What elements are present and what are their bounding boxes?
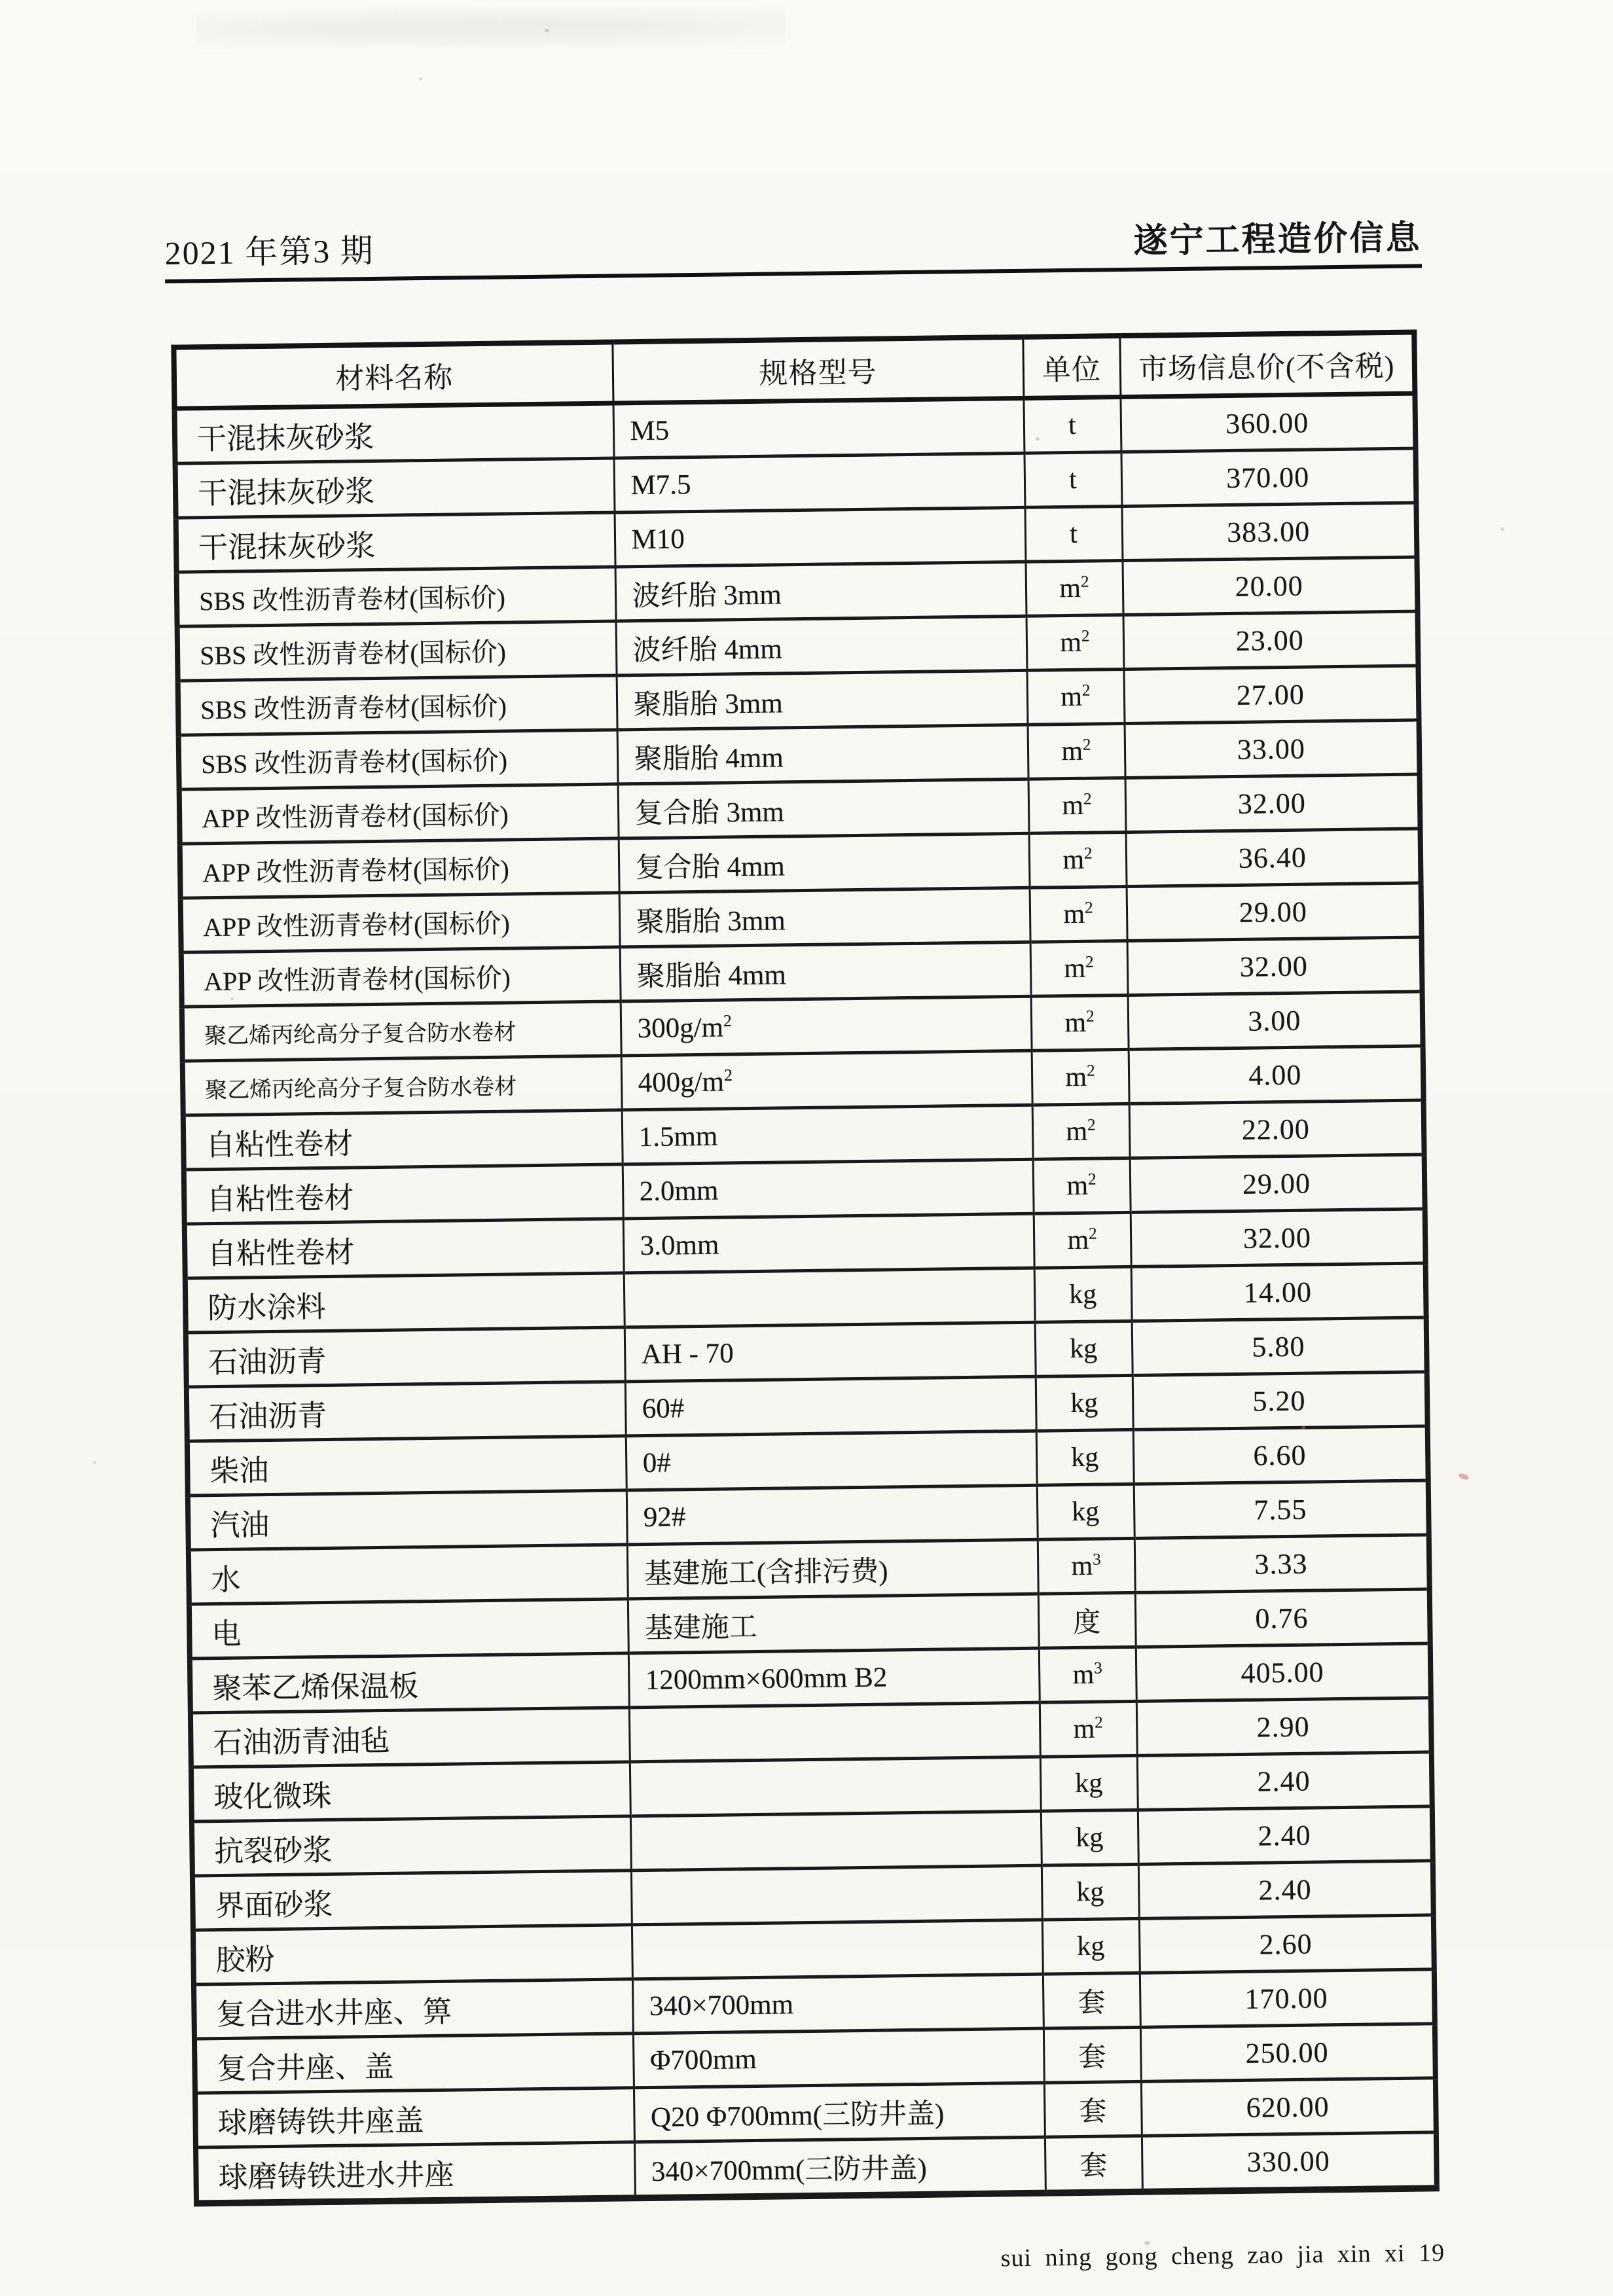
price-cell: 29.00 <box>1130 1155 1425 1212</box>
material-name-cell: 聚乙烯丙纶高分子复合防水卷材 <box>183 1056 622 1115</box>
price-cell: 22.00 <box>1129 1100 1424 1158</box>
spec-cell <box>624 1268 1035 1327</box>
material-name-cell: 石油沥青 <box>186 1327 625 1387</box>
unit-cell: kg <box>1041 1810 1138 1865</box>
material-name-cell: APP 改性沥青卷材(国标价) <box>179 784 619 844</box>
price-cell: 2.90 <box>1136 1698 1432 1755</box>
unit-cell: $m^3$ <box>1039 1647 1136 1702</box>
page-footer: sui ning gong cheng zao jia xin xi 19 <box>1000 2239 1445 2272</box>
spec-cell: 复合胎 4mm <box>619 833 1030 893</box>
price-cell: 405.00 <box>1136 1643 1431 1701</box>
scanned-page <box>164 188 1447 2282</box>
unit-cell: kg <box>1042 1864 1139 1920</box>
price-cell: 27.00 <box>1124 666 1419 723</box>
price-cell: 29.00 <box>1127 883 1422 941</box>
price-cell: 3.33 <box>1134 1535 1430 1592</box>
price-cell: 32.00 <box>1131 1209 1426 1266</box>
unit-cell: $m^2$ <box>1027 670 1125 725</box>
unit-cell: kg <box>1034 1266 1132 1322</box>
spec-cell: 0# <box>626 1431 1037 1490</box>
material-name-cell: 汽油 <box>188 1490 627 1550</box>
material-name-cell: 球磨铸铁进水井座 <box>196 2142 635 2204</box>
col-header-material-name: 材料名称 <box>173 342 613 409</box>
scan-artifact <box>1458 1473 1470 1481</box>
spec-cell <box>630 1757 1041 1816</box>
scan-artifact <box>419 77 422 81</box>
material-name-cell: 自粘性卷材 <box>184 1164 623 1224</box>
material-name-cell: 防水涂料 <box>185 1273 625 1333</box>
spec-cell: 复合胎 3mm <box>618 779 1029 838</box>
price-table-body <box>175 393 1437 2203</box>
unit-cell: $m^2$ <box>1033 1158 1131 1213</box>
unit-cell: kg <box>1040 1755 1138 1811</box>
unit-cell: 度 <box>1038 1592 1136 1648</box>
unit-cell: $m^2$ <box>1028 723 1125 779</box>
spec-cell: 聚脂胎 3mm <box>619 888 1030 947</box>
unit-cell: t <box>1024 452 1121 508</box>
price-cell: 330.00 <box>1142 2132 1437 2192</box>
material-name-cell: 干混抹灰砂浆 <box>176 512 615 572</box>
unit-cell: $m^2$ <box>1028 778 1126 833</box>
col-header-unit: 单位 <box>1023 336 1120 398</box>
col-header-price: 市场信息价(不含税) <box>1119 332 1415 397</box>
price-cell: 32.00 <box>1125 774 1421 832</box>
spec-cell <box>631 1865 1042 1925</box>
spec-cell <box>629 1702 1040 1762</box>
material-name-cell: SBS 改性沥青卷材(国标价) <box>177 567 616 626</box>
price-cell: 23.00 <box>1123 611 1419 669</box>
spec-cell <box>632 1920 1043 1979</box>
unit-cell: 套 <box>1043 1973 1140 2028</box>
issue-label: 2021 年第3 期 <box>164 232 374 272</box>
unit-cell: t <box>1023 397 1121 454</box>
material-name-cell: 自粘性卷材 <box>183 1110 623 1170</box>
unit-cell: $m^2$ <box>1040 1701 1137 1757</box>
material-name-cell: SBS 改性沥青卷材(国标价) <box>177 621 617 681</box>
price-cell: 5.80 <box>1132 1318 1427 1375</box>
material-name-cell: 聚乙烯丙纶高分子复合防水卷材 <box>182 1001 621 1061</box>
unit-cell: $m^2$ <box>1029 832 1127 888</box>
spec-cell: 60# <box>625 1376 1036 1436</box>
unit-cell: $m^2$ <box>1030 941 1128 996</box>
spec-cell: Q20 Φ700mm(三防井盖) <box>634 2083 1045 2142</box>
spec-cell: 基建施工 <box>628 1594 1039 1653</box>
spec-cell: 1200mm×600mm B2 <box>628 1648 1040 1708</box>
material-name-cell: SBS 改性沥青卷材(国标价) <box>178 675 617 735</box>
price-cell: 0.76 <box>1135 1589 1430 1647</box>
unit-cell: kg <box>1036 1375 1133 1431</box>
unit-cell: 套 <box>1044 2081 1142 2137</box>
material-name-cell: 干混抹灰砂浆 <box>175 403 614 463</box>
material-name-cell: 复合井座、盖 <box>194 2034 634 2093</box>
spec-cell: 聚脂胎 3mm <box>617 670 1028 730</box>
unit-cell: $m^3$ <box>1038 1538 1135 1594</box>
price-cell: 20.00 <box>1122 557 1417 615</box>
material-name-cell: 聚苯乙烯保温板 <box>190 1653 629 1713</box>
material-name-cell: 石油沥青油毡 <box>190 1708 630 1767</box>
price-cell: 3.00 <box>1128 992 1423 1049</box>
spec-cell: 波纤胎 4mm <box>616 616 1027 675</box>
spec-cell: M7.5 <box>614 453 1025 512</box>
material-name-cell: 水 <box>189 1545 628 1604</box>
unit-cell: $m^2$ <box>1032 1103 1130 1159</box>
unit-cell: t <box>1024 507 1122 562</box>
unit-cell: $m^2$ <box>1030 886 1127 942</box>
spec-cell: 340×700mm <box>632 1974 1043 2034</box>
material-name-cell: 抗裂砂浆 <box>192 1816 631 1876</box>
price-cell: 6.60 <box>1133 1426 1428 1484</box>
spec-cell: 聚脂胎 4mm <box>620 942 1031 1001</box>
material-name-cell: APP 改性沥青卷材(国标价) <box>180 838 619 898</box>
col-header-spec: 规格型号 <box>612 337 1023 403</box>
material-name-cell: 界面砂浆 <box>192 1871 632 1930</box>
price-cell: 33.00 <box>1125 720 1420 778</box>
unit-cell: kg <box>1035 1321 1133 1376</box>
material-name-cell: 球磨铸铁井座盖 <box>195 2088 634 2147</box>
spec-cell: 1.5mm <box>622 1105 1033 1164</box>
unit-cell: kg <box>1042 1918 1140 1974</box>
material-name-cell: 玻化微珠 <box>191 1762 630 1821</box>
material-name-cell: 石油沥青 <box>187 1382 626 1441</box>
unit-cell: $m^2$ <box>1034 1212 1131 1268</box>
material-name-cell: 干混抹灰砂浆 <box>175 458 615 518</box>
material-name-cell: 复合进水井座、箅 <box>194 1979 633 2039</box>
price-cell: 4.00 <box>1129 1046 1424 1103</box>
price-cell: 250.00 <box>1140 2024 1436 2081</box>
spec-cell: 92# <box>626 1485 1038 1545</box>
price-cell: 2.60 <box>1139 1915 1434 1973</box>
unit-cell: $m^2$ <box>1026 561 1123 617</box>
price-cell: 2.40 <box>1138 1861 1434 1918</box>
scan-artifact <box>545 29 549 32</box>
spec-cell: 波纤胎 3mm <box>615 562 1026 621</box>
price-cell: 620.00 <box>1141 2078 1436 2136</box>
price-cell: 2.40 <box>1137 1752 1432 1810</box>
unit-cell: $m^2$ <box>1026 615 1124 671</box>
price-cell: 370.00 <box>1121 448 1416 506</box>
spec-cell <box>630 1811 1042 1871</box>
material-name-cell: 胶粉 <box>193 1925 632 1984</box>
scan-artifact <box>1500 528 1504 531</box>
material-price-table <box>171 329 1440 2206</box>
unit-cell: $m^2$ <box>1031 995 1129 1050</box>
spec-cell: 基建施工(含排污费) <box>627 1539 1038 1599</box>
price-cell: 7.55 <box>1134 1480 1429 1538</box>
unit-cell: 套 <box>1045 2136 1142 2193</box>
unit-cell: kg <box>1036 1429 1134 1485</box>
spec-cell: Φ700mm <box>633 2028 1044 2088</box>
unit-cell: $m^2$ <box>1032 1049 1129 1105</box>
spec-cell: M10 <box>615 507 1026 567</box>
material-name-cell: 自粘性卷材 <box>185 1219 624 1278</box>
spec-cell: AH - 70 <box>625 1322 1036 1382</box>
spec-cell: $400g/m^2$ <box>621 1050 1032 1110</box>
price-cell: 2.40 <box>1138 1806 1433 1864</box>
price-cell: 14.00 <box>1131 1263 1426 1321</box>
spec-cell: 3.0mm <box>623 1213 1034 1273</box>
material-name-cell: APP 改性沥青卷材(国标价) <box>181 893 620 952</box>
price-cell: 360.00 <box>1120 393 1415 452</box>
price-cell: 383.00 <box>1121 503 1417 560</box>
spec-cell: 聚脂胎 4mm <box>617 725 1028 784</box>
unit-cell: kg <box>1037 1484 1134 1539</box>
price-cell: 170.00 <box>1140 1969 1435 2027</box>
price-cell: 36.40 <box>1126 829 1421 886</box>
unit-cell: 套 <box>1043 2027 1141 2083</box>
material-name-cell: SBS 改性沥青卷材(国标价) <box>179 730 618 789</box>
journal-title: 遂宁工程造价信息 <box>1133 219 1422 260</box>
spec-cell: $300g/m^2$ <box>621 996 1032 1056</box>
price-cell: 5.20 <box>1133 1372 1428 1429</box>
spec-cell: 2.0mm <box>623 1159 1034 1219</box>
spec-cell: M5 <box>613 398 1024 458</box>
material-name-cell: APP 改性沥青卷材(国标价) <box>181 947 621 1007</box>
price-cell: 32.00 <box>1127 937 1423 995</box>
spec-cell: 340×700mm(三防井盖) <box>634 2137 1045 2198</box>
material-name-cell: 柴油 <box>187 1436 626 1496</box>
scan-smudge <box>196 7 786 52</box>
scan-artifact <box>93 1461 96 1464</box>
material-name-cell: 电 <box>189 1599 628 1659</box>
